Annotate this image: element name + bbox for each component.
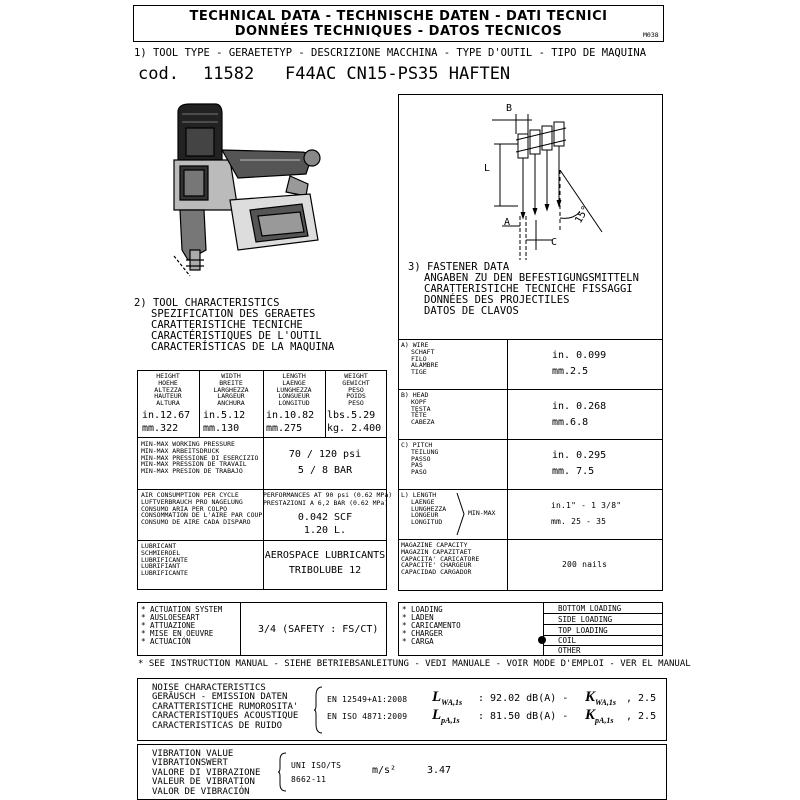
actuation-value: 3/4 (SAFETY : FS/CT): [258, 624, 379, 635]
height-labels: [137, 373, 199, 407]
pressure-labels: [141, 441, 258, 475]
weight-label-de: GEWICHT: [342, 378, 370, 387]
pitch-value-in: in. 0.295: [552, 450, 607, 461]
width-value-mm: mm.130: [203, 423, 240, 434]
weight-value-kg: kg. 2.400: [327, 423, 382, 434]
kwa-value: , 2.5: [626, 693, 657, 704]
loading-option-other: OTHER: [558, 646, 581, 655]
lubricant-labels: [141, 543, 188, 577]
height-label-en: HEIGHT: [156, 372, 180, 380]
pitch-label-it: PASSO: [411, 454, 431, 463]
noise-label-en: NOISE CHARACTERISTICS: [152, 683, 266, 693]
wire-label-fr: TIGE: [411, 368, 427, 377]
fastener-label-b: B: [506, 103, 513, 114]
wire-labels: [401, 342, 438, 376]
actuation-label-fr: * MISE EN OEUVRE: [141, 628, 214, 638]
nailer-drawing: [160, 100, 335, 280]
magazine-label-fr: CAPACITE' CHARGEUR: [401, 561, 472, 570]
wire-value-in: in. 0.099: [552, 350, 607, 361]
width-label-de: BREITE: [219, 378, 243, 387]
head-value-in: in. 0.268: [552, 401, 607, 412]
magazine-value: 200 nails: [562, 560, 608, 569]
loading-option-side: SIDE LOADING: [558, 615, 613, 624]
fastener-label-a: A: [504, 217, 511, 228]
fastener-length-minmax: MIN-MAX: [468, 509, 496, 517]
tool-char-heading-de: SPEZIFICATION DES GERAETES: [151, 308, 316, 321]
vibration-unit: m/s²: [372, 765, 397, 776]
vibration-value: 3.47: [427, 765, 452, 776]
upper-right-edge: [662, 94, 663, 339]
kwa-symbol: $K_{WA,1s}$: [585, 689, 616, 707]
fastener-length-label-fr: LONGEUR: [411, 511, 439, 520]
pitch-label-de: TEILUNG: [411, 447, 439, 456]
fastener-heading-en: 3) FASTENER DATA: [408, 261, 510, 273]
fastener-length-label-de: LAENGE: [411, 497, 435, 506]
fastener-heading-fr: DONNÉES DES PROJECTILES: [424, 294, 570, 307]
header-title-line1: TECHNICAL DATA - TECHNISCHE DATEN - DATI TECNICI: [189, 9, 608, 24]
fastener-row-line-3: [398, 489, 663, 490]
pressure-label-en: MIN-MAX WORKING PRESSURE: [141, 440, 235, 448]
height-label-es: ALTURA: [156, 399, 180, 408]
weight-labels: [325, 373, 387, 407]
noise-label-de: GERÄUSCH - EMISSION DATEN: [152, 692, 288, 703]
lpa-symbol: $L_{pA,1s}$: [432, 707, 460, 725]
fastener-row-line-4: [398, 539, 663, 540]
fastener-length-label-it: LUNGHEZZA: [411, 504, 447, 513]
pressure-value-bar: 5 / 8 BAR: [297, 465, 353, 476]
lwa-symbol: $L_{WA,1s}$: [432, 689, 463, 707]
head-label-en: B) HEAD: [401, 391, 429, 399]
width-labels: [199, 373, 263, 407]
pitch-label-fr: PAS: [411, 461, 423, 470]
head-label-de: KOPF: [411, 397, 427, 406]
noise-brace-icon: [314, 686, 324, 734]
weight-label-es: PESO: [348, 399, 364, 408]
vibration-brace-icon: [278, 752, 288, 792]
vibration-label-it: VALORE DI VIBRAZIONE: [152, 767, 261, 778]
magazine-label-es: CAPACIDAD CARGADOR: [401, 568, 472, 577]
fastener-angle: 15°: [573, 204, 592, 226]
upper-divider: [398, 94, 399, 339]
loading-selected-bullet-icon: [538, 636, 546, 644]
length-label-de: LAENGE: [282, 378, 306, 387]
pitch-label-en: C) PITCH: [401, 441, 433, 449]
head-labels: [401, 392, 434, 426]
tool-char-row-line-3: [137, 540, 387, 541]
air-label-es: CONSUMO DE AIRE CADA DISPARO: [141, 518, 251, 527]
fastener-col: [507, 339, 508, 591]
tool-type-heading: 1) TOOL TYPE - GERAETETYP - DESCRIZIONE MACCHINA - TYPE D'OUTIL - TIPO DE MAQUINA: [134, 47, 647, 59]
tool-char-heading-en: 2) TOOL CHARACTERISTICS: [134, 297, 280, 309]
wire-label-de: SCHAFT: [411, 347, 435, 356]
tool-char-row-line-1: [137, 437, 387, 438]
fastener-length-label-es: LONGITUD: [411, 518, 443, 527]
loading-labels: [402, 606, 461, 645]
length-value-mm: mm.275: [266, 423, 303, 434]
upper-right-top-line: [398, 94, 663, 95]
height-label-de: HOEHE: [158, 378, 178, 387]
pressure-label-fr: MIN-MAX PRESSION DE TRAVAIL: [141, 460, 247, 469]
fastener-data-heading: [408, 261, 639, 318]
wire-label-es: ALAMBRE: [411, 361, 439, 370]
actuation-col: [240, 602, 241, 656]
actuation-label-de: * AUSLOESEART: [141, 612, 200, 622]
lpa-value: : 81.50 dB(A) -: [478, 711, 569, 722]
fastener-length-label-en: L) LENGTH: [401, 491, 437, 499]
cod-number: 11582: [203, 64, 255, 84]
pitch-label-es: PASO: [411, 468, 427, 477]
tool-char-heading-es: CARACTERÍSTICAS DE LA MAQUINA: [151, 341, 335, 354]
height-value-in: in.12.67: [142, 410, 191, 421]
vibration-label-fr: VALEUR DE VIBRATION: [152, 777, 255, 788]
air-value-l: 1.20 L.: [303, 525, 347, 536]
lwa-value: : 92.02 dB(A) -: [478, 693, 569, 704]
air-label-fr: CONSOMMATION DE L'AIRE PAR COUP: [141, 511, 263, 520]
fastener-heading-it: CARATTERISTICHE TECNICHE FISSAGGI: [424, 283, 633, 296]
kpa-symbol: $K_{pA,1s}$: [585, 707, 614, 725]
noise-labels: [152, 684, 298, 731]
wire-label-en: A) WIRE: [401, 341, 429, 349]
width-label-en: WIDTH: [221, 372, 241, 380]
tool-char-heading-it: CARATTERISTICHE TECNICHE: [151, 319, 303, 332]
height-label-fr: HAUTEUR: [154, 392, 182, 401]
air-label-de: LUFTVERBRAUCH PRO NAGELUNG: [141, 497, 243, 506]
head-label-it: TESTA: [411, 404, 431, 413]
lubricant-label-en: LUBRICANT: [141, 542, 177, 550]
fastener-diagram: [472, 100, 612, 260]
doc-code: M038: [643, 31, 659, 39]
width-label-fr: LARGEUR: [217, 392, 245, 401]
vibration-label-es: VALOR DE VIBRACIÓN: [152, 786, 250, 797]
loading-label-en: * LOADING: [402, 605, 443, 614]
length-labels: [263, 373, 325, 407]
head-value-mm: mm.6.8: [552, 417, 589, 428]
pressure-value-psi: 70 / 120 psi: [288, 449, 362, 460]
actuation-labels: [141, 606, 222, 645]
vibration-label-de: VIBRATIONSWERT: [152, 758, 228, 769]
noise-label-fr: CARACTERISTIQUES ACOUSTIQUE: [152, 711, 299, 722]
length-label-it: LUNGHEZZA: [276, 385, 312, 394]
loading-label-es: * CARGA: [402, 636, 434, 646]
lubricant-label-es: LUBRIFICANTE: [141, 569, 188, 578]
length-label-fr: LONGUEUR: [278, 392, 310, 401]
width-label-es: ANCHURA: [217, 399, 245, 408]
fastener-row-line-1: [398, 389, 663, 390]
height-label-it: ALTEZZA: [154, 385, 182, 394]
noise-label-it: CARATTERISTICHE RUMOROSITA': [152, 701, 299, 712]
noise-standard-2: EN ISO 4871:2009: [327, 712, 408, 721]
pitch-value-mm: mm. 7.5: [552, 466, 595, 477]
pitch-labels: [401, 442, 438, 476]
length-label-es: LONGITUD: [278, 399, 310, 408]
actuation-label-en: * ACTUATION SYSTEM: [141, 605, 223, 614]
pressure-label-it: MIN-MAX PRESSIONE DI ESERCIZIO: [141, 453, 259, 462]
instruction-note: * SEE INSTRUCTION MANUAL - SIEHE BETRIEBSANLEITUNG - VEDI MANUALE - VOIR MODE D'EMPLOI - VER EL MANUAL: [138, 659, 691, 669]
loading-opt-line-1: [543, 613, 663, 614]
loading-option-top: TOP LOADING: [558, 626, 608, 635]
air-value-scf: 0.042 SCF: [297, 512, 353, 523]
vibration-label-en: VIBRATION VALUE: [152, 749, 234, 759]
actuation-label-it: * ATTUAZIONE: [141, 620, 196, 630]
cod-label: cod.: [138, 64, 179, 84]
head-label-es: CABEZA: [411, 418, 435, 427]
loading-option-bottom: BOTTOM LOADING: [558, 604, 622, 613]
weight-label-fr: POIDS: [346, 392, 366, 401]
vibration-labels: [152, 750, 260, 797]
air-label-en: AIR CONSUMPTION PER CYCLE: [141, 491, 239, 499]
lubricant-value-2: TRIBOLUBE 12: [288, 565, 362, 576]
fastener-heading-de: ANGABEN ZU DEN BEFESTIGUNGSMITTELN: [424, 272, 639, 285]
noise-standard-1: EN 12549+A1:2008: [327, 695, 408, 704]
tool-characteristics-heading: [134, 297, 335, 354]
air-labels: [141, 492, 262, 526]
tool-model: F44AC CN15-PS35 HAFTEN: [285, 64, 511, 84]
length-fastener-labels: [401, 492, 446, 526]
vibration-standard-1: UNI ISO/TS: [291, 761, 342, 770]
height-value-mm: mm.322: [142, 423, 179, 434]
weight-value-lbs: lbs.5.29: [327, 410, 376, 421]
minmax-brace-icon: [456, 492, 466, 536]
wire-label-it: FILO: [411, 354, 427, 363]
magazine-labels: [401, 542, 479, 576]
actuation-label-es: * ACTUACIÓN: [141, 636, 191, 646]
fastener-label-l: L: [484, 163, 491, 174]
magazine-label-en: MAGAZINE CAPACITY: [401, 541, 468, 549]
lubricant-value-1: AEROSPACE LUBRICANTS: [264, 550, 386, 561]
width-label-it: LARGHEZZA: [213, 385, 249, 394]
head-label-fr: TÊTE: [411, 411, 427, 420]
tool-char-row-line-2: [137, 489, 387, 490]
fastener-row-line-2: [398, 439, 663, 440]
length-label-en: LENGTH: [282, 372, 306, 380]
magazine-label-it: CAPACITA' CARICATORE: [401, 554, 480, 563]
fastener-label-c: C: [551, 237, 558, 248]
fastener-length-value-in: in.1" - 1 3/8": [551, 501, 622, 510]
vibration-standard-2: 8662-11: [291, 775, 327, 784]
loading-col: [543, 602, 544, 656]
length-value-in: in.10.82: [266, 410, 315, 421]
loading-option-coil: COIL: [558, 636, 577, 645]
lubricant-label-fr: LUBRIFIANT: [141, 562, 181, 571]
noise-label-es: CARACTERISTICAS DE RUIDO: [152, 720, 283, 731]
weight-label-it: PESO: [348, 385, 364, 394]
tool-char-heading-fr: CARACTÉRISTIQUES DE L'OUTIL: [151, 330, 322, 343]
kpa-value: , 2.5: [626, 711, 657, 722]
magazine-label-de: MAGAZIN CAPAZITAET: [401, 547, 472, 556]
loading-opt-line-2: [543, 624, 663, 625]
fastener-heading-es: DATOS DE CLAVOS: [424, 305, 519, 318]
air-label-it: CONSUMO ARIA PER COLPO: [141, 504, 228, 513]
loading-label-de: * LADEN: [402, 612, 434, 622]
header-title-line2: DONNÉES TECHNIQUES - DATOS TECNICOS: [234, 24, 563, 39]
lubricant-label-it: LUBRIFICANTE: [141, 555, 188, 564]
lubricant-label-de: SCHMIEROEL: [141, 548, 181, 557]
weight-label-en: WEIGHT: [344, 372, 368, 380]
loading-label-fr: * CHARGER: [402, 628, 443, 638]
wire-value-mm: mm.2.5: [552, 366, 589, 377]
width-value-in: in.5.12: [203, 410, 246, 421]
pressure-label-de: MIN-MAX ARBEITSDRUCK: [141, 446, 220, 455]
pressure-label-es: MIN-MAX PRESION DE TRABAJO: [141, 467, 243, 476]
loading-label-it: * CARICAMENTO: [402, 620, 461, 630]
air-note-1: PERFORMANCES AT 90 psi (0.62 MPa): [263, 491, 393, 499]
fastener-length-value-mm: mm. 25 - 35: [551, 517, 607, 526]
air-note-2: PRESTAZIONI A 6,2 BAR (0.62 MPa): [263, 499, 389, 507]
